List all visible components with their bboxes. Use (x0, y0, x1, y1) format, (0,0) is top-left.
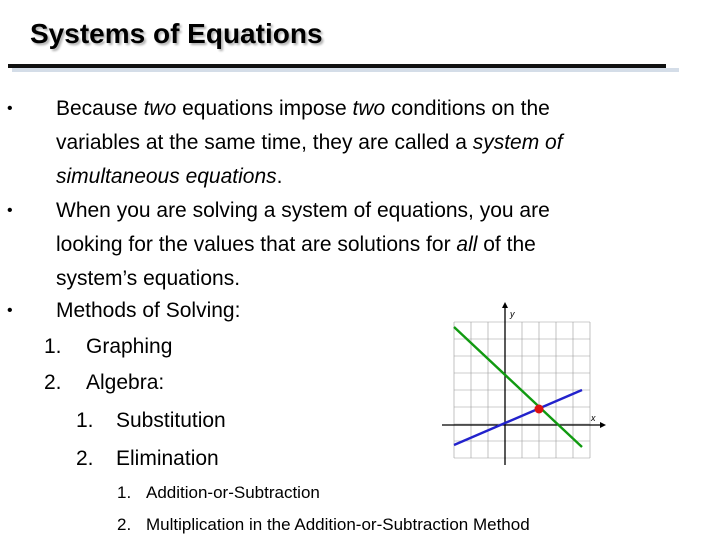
bullet-marker: • (7, 302, 13, 319)
x-axis-label: x (591, 413, 596, 423)
slide-title: Systems of Equations (30, 18, 323, 49)
bullet-text-line (56, 198, 550, 224)
algebra-method-label: Elimination (116, 447, 219, 470)
elimination-method-label: Multiplication in the Addition-or-Subtraction Method (146, 515, 530, 534)
emphasis-text: all (456, 233, 478, 256)
bullet-text-line (56, 130, 563, 156)
bullet-marker: • (7, 100, 13, 117)
text-run: equations impose (176, 97, 353, 120)
algebra-method-label: Substitution (116, 409, 226, 432)
elimination-method-number: 2. (117, 515, 132, 534)
algebra-method-number: 1. (76, 409, 94, 432)
text-run: of the (477, 233, 536, 256)
text-run: looking for the values that are solutions for (56, 233, 457, 256)
text-run: system’s equations. (56, 267, 241, 290)
bullet-text-line (56, 96, 550, 122)
intersection-point (535, 405, 544, 414)
text-run: Because (56, 97, 144, 120)
method-number: 1. (44, 335, 62, 358)
x-axis-arrow (600, 422, 606, 428)
bullet-text-line (56, 266, 240, 292)
y-axis-label: y (510, 309, 515, 319)
method-number: 2. (44, 371, 62, 394)
bullet-text-line (56, 164, 283, 190)
decreasing-line (454, 327, 582, 447)
text-run: When you are solving a system of equations, you are (56, 199, 550, 222)
emphasis-text: two (352, 97, 386, 120)
text-run: . (276, 165, 283, 188)
increasing-line (454, 390, 582, 445)
emphasis-text: two (143, 97, 177, 120)
y-axis-arrow (502, 302, 508, 308)
algebra-method-number: 2. (76, 447, 94, 470)
method-label: Graphing (86, 335, 173, 358)
bullet-marker: • (7, 202, 13, 219)
bullet-text-line (56, 298, 240, 324)
elimination-method-label: Addition-or-Subtraction (146, 483, 320, 502)
text-run: conditions on the (385, 97, 550, 120)
emphasis-text: system of (472, 131, 563, 154)
system-graph (440, 300, 610, 470)
emphasis-text: simultaneous equations (56, 165, 277, 188)
method-label: Algebra: (86, 371, 165, 394)
text-run: variables at the same time, they are called a (56, 131, 473, 154)
elimination-method-number: 1. (117, 483, 132, 502)
bullet-text-line (56, 232, 536, 258)
text-run: Methods of Solving: (56, 299, 241, 322)
